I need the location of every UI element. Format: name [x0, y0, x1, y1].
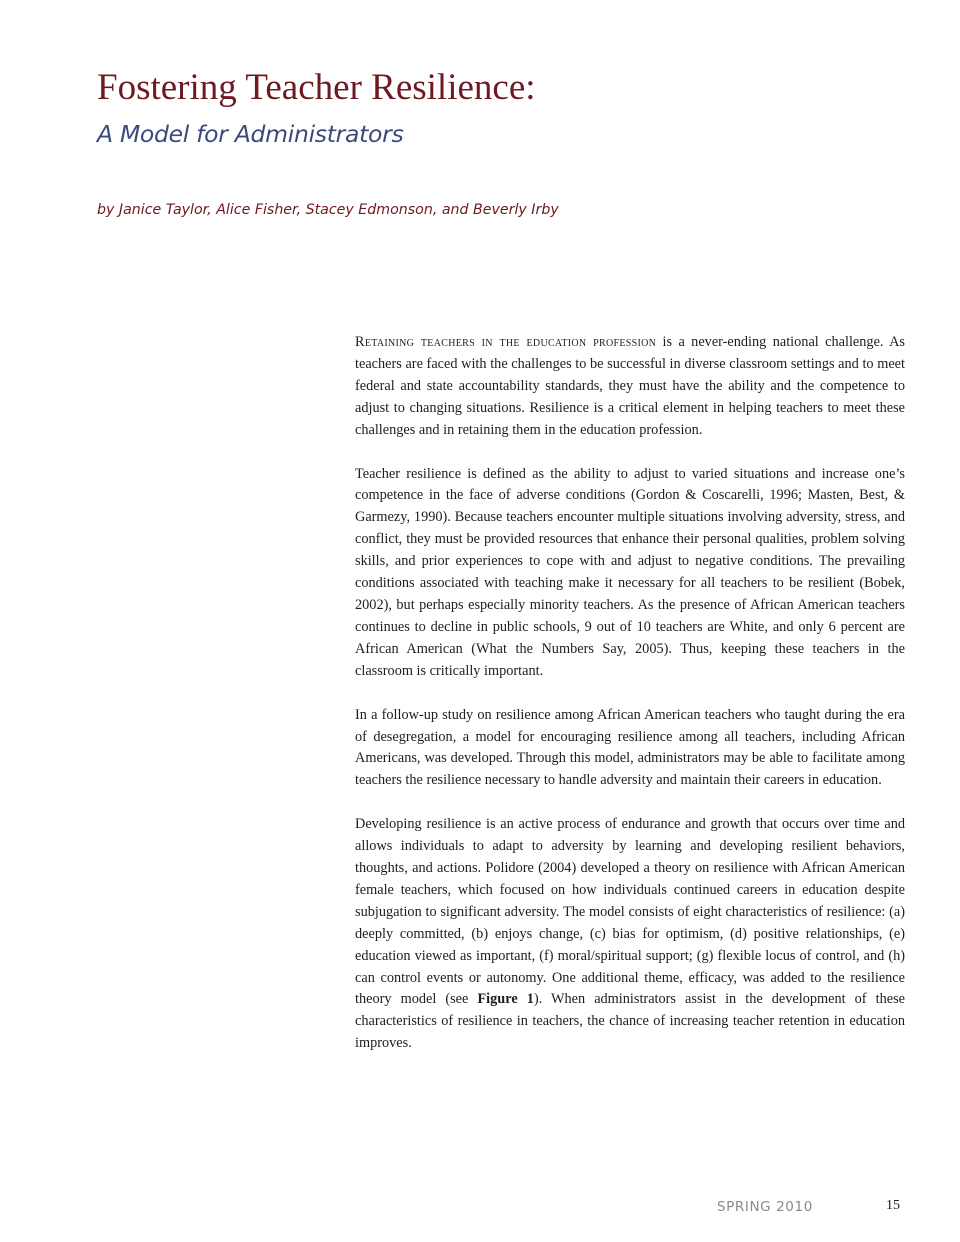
- figure-reference: Figure 1: [477, 991, 534, 1008]
- issue-season: SPRING 2010: [717, 1199, 813, 1215]
- article-subtitle: A Model for Administrators: [97, 120, 404, 148]
- paragraph-3: In a follow-up study on resilience among African American teachers who taught during the era of desegregation, a model for encouraging resilience among all teachers, including African Americans, was developed. Through this model, administrators may be able to facilitate among teachers the resilience necessary to handle adversity and maintain their careers in education.: [355, 706, 905, 789]
- paragraph-4: [355, 814, 905, 1055]
- paragraph-4-text-a: Developing resilience is an active process of endurance and growth that occurs over time and allows individuals to adapt to adversity by learning and developing resilient behaviors, thoughts, and actions. Polidore (2004) developed a theory on resilience with African American female teachers, which focused on how individuals continued careers in education despite subjugation to significant adversity. The model consists of eight characteristics of resilience: (a) deeply committed, (b) enjoys change, (c) bias for optimism, (d) positive relationships, (e) education viewed as important, (f) moral/spiritual support; (g) flexible locus of control, and (h) can control events or autonomy. One additional theme, efficacy, was added to the resilience theory model (see: [355, 816, 905, 1008]
- paragraph-2: Teacher resilience is defined as the ability to adjust to varied situations and increase one’s competence in the face of adverse conditions (Gordon & Coscarelli, 1996; Masten, Best, & Garmezy, 1990). Because teachers encounter multiple situations involving adversity, stress, and conflict, they must be provided resources that enhance their personal qualities, problem solving skills, and prior experiences to cope with and adjust to negative conditions. The prevailing conditions associated with teaching make it necessary for all teachers to be resilient (Bobek, 2002), but perhaps especially minority teachers. As the presence of African American teachers continues to decline in public schools, 9 out of 10 teachers are White, and only 6 percent are African American (What the Numbers Say, 2005). Thus, keeping these teachers in the classroom is critically important.: [355, 465, 905, 679]
- paragraph-1-text: is a never-ending national challenge. As teachers are faced with the challenges to be successful in diverse classroom settings and to meet federal and state accountability standards, they must have the ability and the competence to adjust to changing situations. Resilience is a critical element in helping teachers to meet these challenges and in retaining them in the education profession.: [355, 334, 905, 438]
- paragraph-4-text-b: ). When administrators assist in the development of these characteristics of resilience in teachers, the chance of increasing teacher retention in education improves.: [355, 991, 905, 1052]
- paragraph-1: [355, 332, 905, 442]
- article-body: [355, 332, 905, 1077]
- article-title: Fostering Teacher Resilience:: [97, 67, 536, 108]
- lead-in-text: Retaining teachers in the education profession: [355, 334, 657, 350]
- page-number: 15: [886, 1198, 900, 1213]
- byline: by Janice Taylor, Alice Fisher, Stacey Edmonson, and Beverly Irby: [97, 202, 559, 218]
